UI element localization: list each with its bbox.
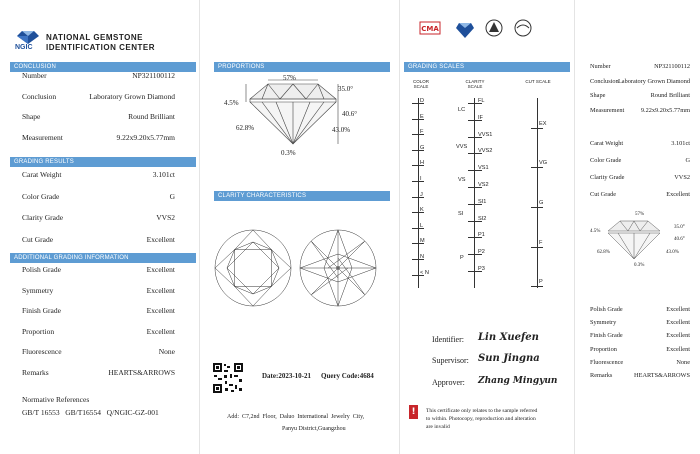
clarity-grade: SI2 — [478, 215, 487, 222]
color-tick — [412, 181, 424, 182]
summary-proportions-diagram — [598, 213, 670, 265]
identifier-signature: Lin Xuefen — [478, 332, 539, 343]
cut-grade: P — [539, 279, 543, 285]
normative-codes: GB/T 16553 GB/T16554 Q/NGIC-GZ-001 — [22, 408, 159, 417]
table-pct: 57% — [283, 74, 296, 82]
row-label: Color Grade — [590, 157, 622, 164]
row-value: 3.101ct — [152, 170, 175, 179]
color-grade: F — [420, 129, 424, 136]
row-label: Fluorescence — [590, 358, 624, 366]
cut-tick — [531, 128, 543, 129]
color-grade: M — [420, 238, 425, 245]
row-value: HEARTS&ARROWS — [108, 367, 175, 377]
grading-results-header: GRADING RESULTS — [10, 157, 196, 167]
clarity-grade: VVS2 — [478, 148, 493, 155]
normative-title: Normative References — [22, 395, 90, 404]
row-value: Laboratory Grown Diamond — [617, 77, 690, 85]
color-grade: N — [420, 254, 425, 260]
row-label: Finish Grade — [590, 332, 623, 340]
row-value: G — [685, 157, 690, 164]
row-label: Conclusion — [590, 77, 619, 85]
clarity-group-label: P — [460, 255, 464, 261]
row-value: 9.22x9.20x5.77mm — [640, 106, 690, 114]
row-label: Measurement — [590, 106, 625, 114]
row-label: Polish Grade — [590, 306, 623, 313]
color-grade: L — [420, 222, 424, 229]
address-line2: Panyu District,Guangzhou — [282, 426, 346, 432]
mini-crown-angle: 35.0° — [674, 225, 685, 230]
row-value: NP321100112 — [132, 71, 175, 80]
qr-code-icon — [212, 362, 244, 394]
row-label: Symmetry — [22, 285, 54, 295]
proportions-header: PROPORTIONS — [214, 62, 390, 72]
color-grade: I — [420, 176, 422, 182]
row-label: Carat Weight — [22, 170, 62, 179]
row-label: Symmetry — [590, 319, 617, 327]
row-value: None — [676, 358, 690, 366]
row-label: Remarks — [590, 372, 613, 379]
row-value: Excellent — [146, 285, 175, 295]
color-grade: D — [420, 98, 425, 104]
row-value: Round Brilliant — [128, 112, 175, 121]
row-value: Excellent — [146, 234, 175, 244]
cut-grade: G — [539, 200, 544, 206]
row-label: Proportion — [590, 345, 617, 353]
warning-icon: ! — [409, 405, 418, 419]
cut-scale-line — [537, 98, 538, 288]
row-value: Excellent — [666, 306, 690, 313]
clarity-group-label: VVS — [456, 144, 468, 150]
ngic-logo-small — [455, 20, 475, 40]
row-value: VVS2 — [156, 213, 175, 222]
row-label: Cut Grade — [22, 234, 54, 244]
grading-scales-header: GRADING SCALES — [404, 62, 570, 72]
query-code: Query Code:4684 — [321, 372, 374, 380]
clarity-group-label: SI — [458, 211, 464, 217]
pavilion-depth: 43.0% — [332, 126, 351, 134]
identifier-label: Identifier: — [432, 335, 464, 344]
supervisor-label: Supervisor: — [432, 356, 469, 365]
total-depth: 62.8% — [236, 124, 255, 132]
clarity-group-label: LC — [458, 107, 466, 113]
mini-crown-height: 4.5% — [590, 229, 601, 234]
row-label: Clarity Grade — [590, 174, 625, 181]
cnas-logo-icon — [512, 18, 534, 40]
diamond-logo-icon — [455, 20, 475, 40]
crown-plot-diagram — [213, 228, 293, 308]
disclaimer-line1: This certificate only relates to the sample referred — [426, 408, 538, 414]
cut-scale-title: CUT SCALE — [525, 79, 551, 84]
crown-angle: 35.0° — [338, 85, 354, 93]
row-value: Excellent — [666, 345, 690, 353]
row-label: Cut Grade — [590, 191, 617, 198]
cma-logo-icon — [419, 20, 441, 40]
pavilion-angle: 40.6° — [342, 110, 358, 118]
culet: 0.3% — [281, 149, 296, 157]
row-value: HEARTS&ARROWS — [634, 372, 690, 379]
cut-tick — [531, 207, 543, 208]
row-label: Measurement — [22, 132, 63, 142]
color-grade: G — [420, 144, 425, 151]
color-grade: H — [420, 160, 425, 167]
row-label: Finish Grade — [22, 306, 61, 315]
row-label: Carat Weight — [590, 140, 624, 147]
clarity-grade: P2 — [478, 249, 485, 256]
conclusion-header: CONCLUSION — [10, 62, 196, 72]
proportions-diagram — [240, 72, 350, 152]
mini-culet: 0.3% — [634, 263, 645, 268]
color-grade: < N — [420, 269, 429, 276]
row-value: Excellent — [146, 306, 175, 315]
clarity-grade: P1 — [478, 232, 485, 239]
color-grade: K — [420, 207, 424, 214]
clarity-grade: VS1 — [478, 165, 489, 172]
row-value: NP321100112 — [654, 63, 690, 70]
additional-header: ADDITIONAL GRADING INFORMATION — [10, 253, 196, 263]
clarity-grade: SI1 — [478, 198, 487, 205]
clarity-grade: P3 — [478, 266, 485, 272]
row-label: Fluorescence — [22, 347, 62, 356]
crown-height: 4.5% — [224, 99, 239, 107]
row-label: Proportion — [22, 326, 55, 336]
row-label: Color Grade — [22, 191, 60, 201]
row-value: Excellent — [666, 332, 690, 340]
supervisor-signature: Sun Jingna — [478, 353, 540, 364]
clarity-characteristics-header: CLARITY CHARACTERISTICS — [214, 191, 390, 201]
report-date: Date:2023-10-21 — [262, 372, 311, 380]
row-value: Excellent — [146, 265, 175, 274]
color-grade: J — [420, 191, 423, 198]
ilac-logo-icon — [484, 18, 504, 40]
clarity-grade: IF — [478, 114, 483, 121]
mini-pavilion-depth: 43.0% — [666, 250, 679, 255]
row-label: Shape — [22, 112, 41, 121]
row-label: Number — [590, 63, 611, 70]
row-label: Number — [22, 71, 47, 80]
row-value: Round Brilliant — [650, 92, 690, 99]
qr-code — [212, 362, 244, 394]
row-label: Clarity Grade — [22, 213, 64, 222]
row-value: Excellent — [146, 326, 175, 336]
mini-pavilion-angle: 40.6° — [674, 237, 685, 242]
disclaimer-line3: are invalid — [426, 424, 450, 430]
brand-name-line1: NATIONAL GEMSTONE — [46, 33, 143, 42]
color-grade: E — [420, 113, 424, 120]
mini-total-depth: 62.8% — [597, 250, 610, 255]
cut-grade: F — [539, 240, 543, 246]
pavilion-plot-diagram — [298, 228, 378, 308]
row-value: Excellent — [666, 191, 690, 198]
clarity-group-label: VS — [458, 177, 466, 183]
approver-signature: Zhang Mingyun — [478, 376, 558, 386]
row-label: Shape — [590, 92, 606, 99]
clarity-grade: VS2 — [478, 182, 489, 188]
row-value: 3.101ct — [671, 140, 690, 147]
cut-tick — [531, 167, 543, 168]
cut-tick — [531, 286, 543, 287]
row-label: Conclusion — [22, 91, 57, 101]
row-label: Remarks — [22, 367, 49, 377]
row-label: Polish Grade — [22, 265, 61, 274]
row-value: None — [158, 347, 175, 356]
cut-grade: VG — [539, 160, 548, 166]
brand-name-line2: IDENTIFICATION CENTER — [46, 43, 156, 52]
mini-table: 57% — [635, 212, 645, 217]
row-value: Laboratory Grown Diamond — [89, 91, 175, 101]
disclaimer-line2: to within. Photocopy, reproduction and alteration — [426, 416, 536, 422]
cut-tick — [531, 247, 543, 248]
row-value: Excellent — [666, 319, 690, 327]
clarity-grade: VVS1 — [478, 131, 493, 138]
row-value: 9.22x9.20x5.77mm — [116, 132, 175, 142]
row-value: VVS2 — [674, 174, 690, 181]
clarity-grade: FL — [478, 98, 485, 104]
brand-abbr: NGIC — [15, 44, 33, 51]
cnas-logo — [512, 18, 534, 40]
address-line1: Add: C7,2nd Floor, Daluo International Jewelry City, — [227, 414, 365, 420]
cma-logo — [419, 20, 441, 40]
ilac-logo — [484, 18, 504, 40]
approver-label: Approver: — [432, 378, 465, 387]
clarity-scale-line — [474, 98, 475, 288]
row-value: G — [169, 191, 175, 201]
cut-grade: EX — [539, 121, 547, 127]
clarity-scale-title: CLARITY SCALE — [465, 79, 485, 89]
color-scale-title: COLOR SCALE — [412, 79, 429, 89]
svg-text:CMA: CMA — [421, 25, 439, 33]
